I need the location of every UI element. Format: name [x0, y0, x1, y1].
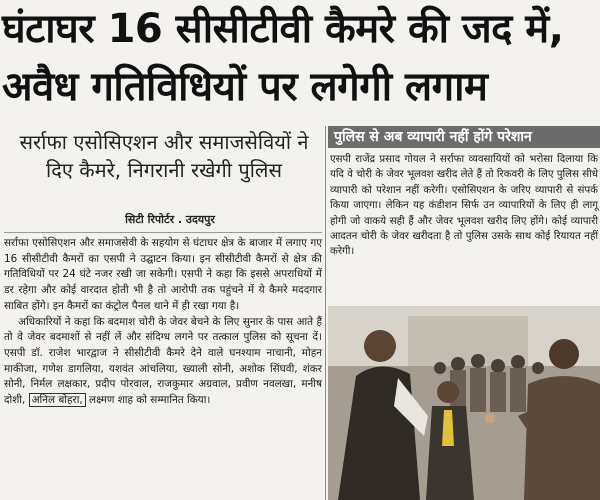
divider — [4, 232, 322, 233]
column-divider — [325, 126, 326, 500]
headline-line-2: अवैध गतिविधियों पर लगेगी लगाम — [2, 64, 488, 110]
article-body — [4, 236, 322, 409]
article-paragraph-2 — [4, 315, 322, 409]
headline-line-1: घंटाघर 16 सीसीटीवी कैमरे की जद में, — [2, 6, 564, 52]
main-article — [0, 122, 324, 500]
sidebar-paragraph: एसपी राजेंद्र प्रसाद गोयल ने सर्राफा व्यवसायियों को भरोसा दिलाया कि यदि वे चोरी के जेवर भूलवश खरीद लेते हैं तो रिकवरी के लिए पुलिस सीधे व्यापारी को परेशान नहीं करेगी। एसोसिएशन के जरिए व्यापारी से संपर्क किया जाएगा। लेकिन यह कंडीशन सिर्फ उन व्यापारियों के लिए ही लागू होगी जो वाकये सही हैं और जेवर भूलवश खरीद लिए होंगे। कोई व्यापारी आदतन चोरी के जेवर खरीदता है तो पुलिस उसके साथ कोई रियायत नहीं करेगी। — [330, 154, 598, 258]
paragraph-2-text: अधिकारियों ने कहा कि बदमाश चोरी के जेवर बेचने के लिए सुनार के पास आते हैं तो वे जेवर बदमाशों से नहीं लें और संदिग्ध लगने पर तत्काल पुलिस को सूचना दें। एसपी डॉ. राजेश भारद्वाज ने सीसीटीवी कैमरे देने वाले घनश्याम नाचानी, मोहन माकीजा, गणेश डागलिया, यशवंत आंचलिया, ख्याली सोनी, अशोक सिंघवी, शंकर सोनी, निर्मल लक्षकार, प्रदीप पोरवाल, राजकुमार अग्रवाल, प्रवीण नवलखा, मनीष दोशी, — [4, 315, 322, 407]
paragraph-2-end: लक्ष्मण शाह को सम्मानित किया। — [89, 394, 211, 407]
article-paragraph-1: सर्राफा एसोसिएशन और समाजसेवी के सहयोग से घंटाघर क्षेत्र के बाजार में लगाए गए 16 सीसीटीवी कैमरों का एसपी ने उद्घाटन किया। इन सीसीटीवी कैमरों से क्षेत्र की गतिविधियों पर 24 घंटे नजर रखी जा सकेगी। एसपी ने कहा कि इससे अपराधियों में डर रहेगा और कोई वारदात होती भी है तो आरोपी तक पहुंचने में ये कैमरे मददगार साबित होंगे। इन कैमरों का कंट्रोल पैनल थाने में ही रखा गया है। — [4, 237, 322, 312]
article-subhead: सर्राफा एसोसिएशन और समाजसेवियों ने दिए कैमरे, निगरानी रखेगी पुलिस — [19, 130, 309, 182]
sidebar-banner: पुलिस से अब व्यापारी नहीं होंगे परेशान — [328, 126, 600, 148]
news-photo — [328, 306, 600, 500]
photo-illustration — [328, 306, 600, 500]
highlighted-name: अनिल बोहरा, — [29, 393, 86, 407]
article-byline: सिटी रिपोर्टर . उदयपुर — [125, 213, 215, 226]
sidebar-body — [330, 152, 598, 260]
sidebar-article — [328, 126, 600, 500]
